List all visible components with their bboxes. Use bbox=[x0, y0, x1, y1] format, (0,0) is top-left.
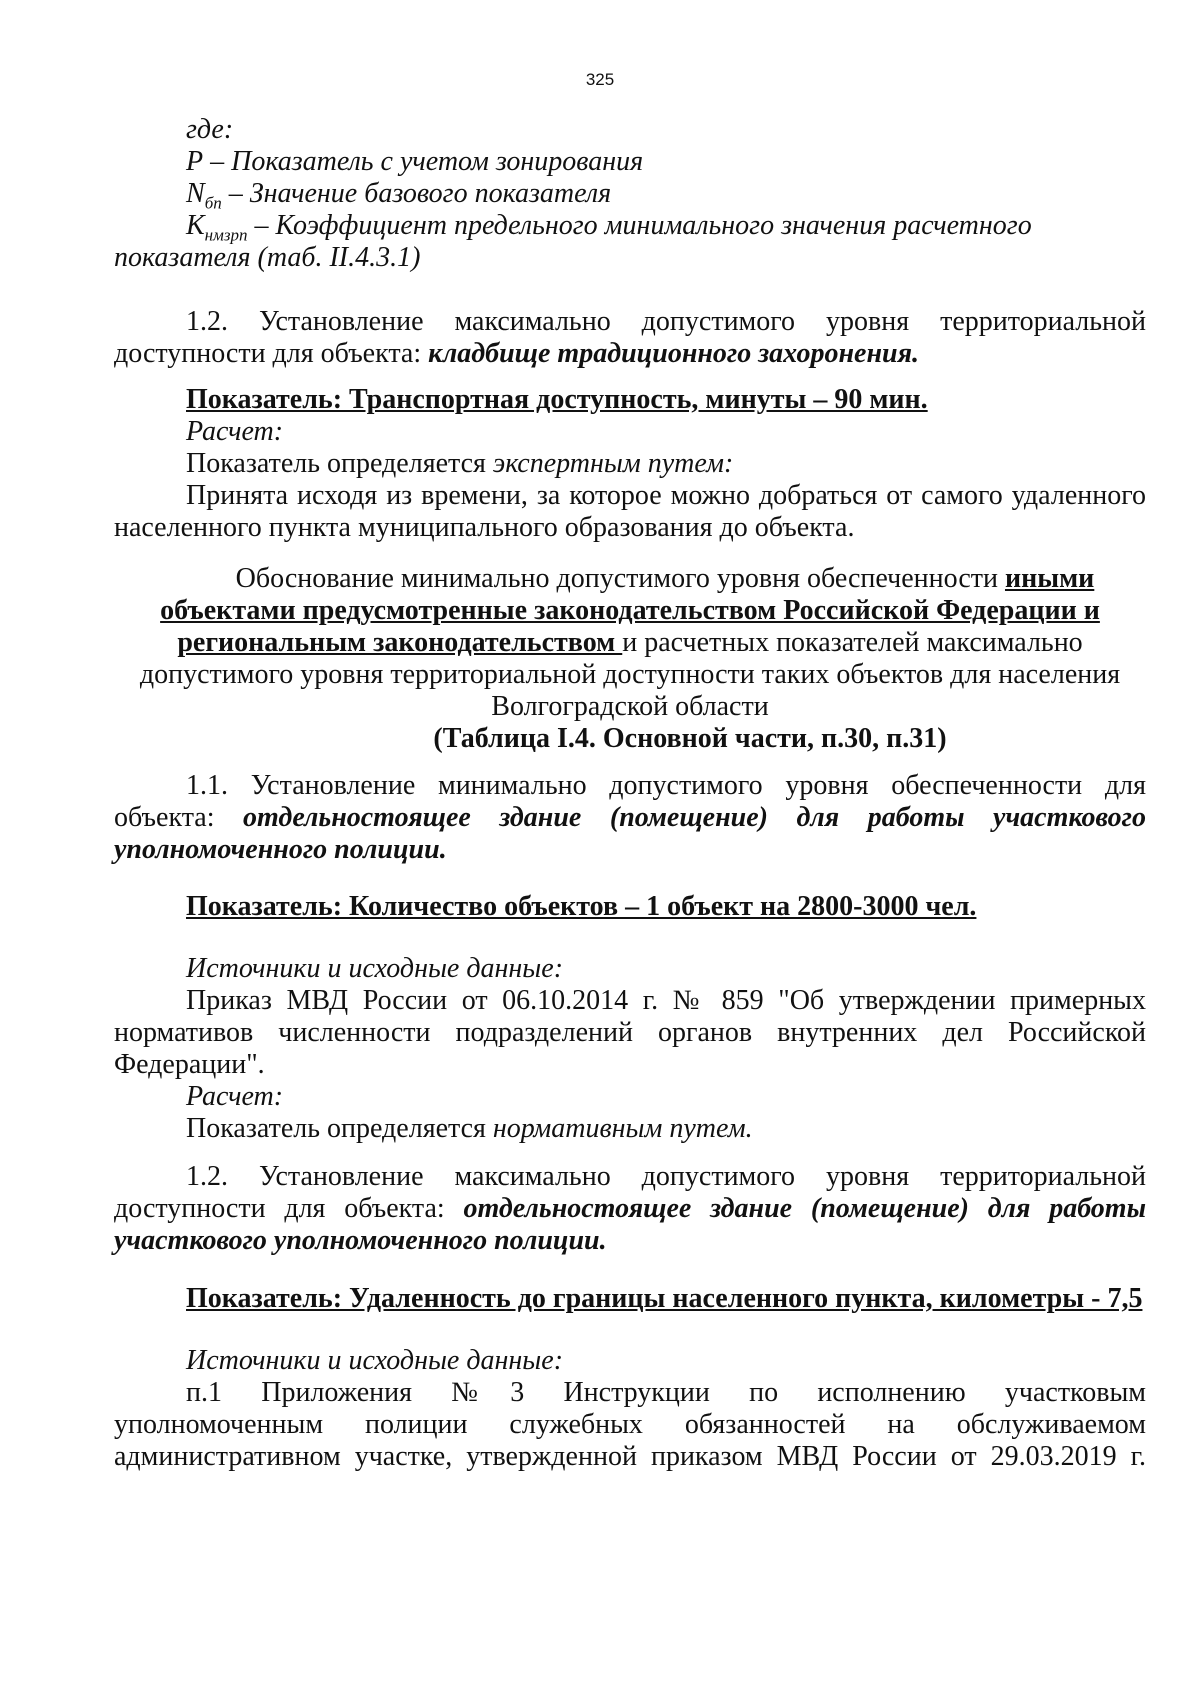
section-object-count bbox=[114, 891, 1146, 923]
calc-label: Расчет: bbox=[186, 416, 284, 447]
paragraph-line: населенного пункта муниципального образования до объекта. bbox=[114, 512, 855, 543]
justification-heading bbox=[114, 563, 1146, 755]
page-number: 325 bbox=[585, 70, 615, 89]
sources-label: Источники и исходные данные: bbox=[186, 953, 564, 984]
sources-label: Источники и исходные данные: bbox=[186, 1345, 564, 1376]
paragraph-text: доступности для объекта: bbox=[114, 1193, 464, 1224]
heading-emphasis: иными bbox=[1004, 563, 1095, 594]
paragraph-text: доступности для объекта: bbox=[114, 338, 429, 369]
method-line bbox=[114, 1113, 1146, 1145]
method-text: Показатель определяется bbox=[186, 448, 493, 479]
object-name: отдельностоящее здание (помещение) для работы bbox=[463, 1193, 1147, 1224]
heading-line: Волгоградской области bbox=[491, 691, 769, 722]
section-territorial-cemetery bbox=[114, 306, 1146, 370]
heading-line: допустимого уровня территориальной доступности таких объектов для населения bbox=[139, 659, 1121, 690]
section-territorial-police bbox=[114, 1161, 1146, 1257]
section-sources-distance bbox=[114, 1345, 1146, 1473]
source-line: п.1 Приложения №3 Инструкции по исполнению участковым bbox=[186, 1377, 1146, 1408]
method-text: Показатель определяется bbox=[186, 1113, 493, 1144]
section-sources-count bbox=[114, 953, 1146, 1145]
k-definition: – Коэффициент предельного минимального значения расчетного bbox=[247, 210, 1032, 241]
source-line: Федерации". bbox=[114, 1049, 265, 1080]
source-line: Приказ МВД России от 06.10.2014 г. № 859 "Об утверждении примерных bbox=[186, 985, 1146, 1016]
object-name: отдельностоящее здание (помещение) для работы участкового bbox=[243, 802, 1146, 833]
heading-line: объектами предусмотренные законодательством Российской Федерации и bbox=[160, 595, 1100, 626]
paragraph-line bbox=[114, 338, 1146, 370]
source-line: административном участке, утвержденной приказом МВД России от 29.03.2019 г. bbox=[114, 1441, 1146, 1472]
indicator-heading: Показатель: Количество объектов – 1 объект на 2800-3000 чел. bbox=[186, 891, 977, 922]
paragraph-line: 1.2. Установление максимально допустимого уровня территориальной bbox=[186, 1161, 1146, 1192]
method-value: экспертным путем: bbox=[492, 448, 734, 479]
heading-table-ref: (Таблица I.4. Основной части, п.30, п.31) bbox=[433, 723, 947, 754]
paragraph-line: 1.1. Установление минимально допустимого уровня обеспеченности для bbox=[186, 770, 1146, 801]
legend-where: где: bbox=[186, 114, 234, 145]
n-definition: – Значение базового показателя bbox=[221, 178, 612, 209]
section-provision-police bbox=[114, 770, 1146, 866]
indicator-heading: Показатель: Удаленность до границы населенного пункта, километры - 7,5 bbox=[186, 1283, 1143, 1314]
object-name: кладбище традиционного захоронения. bbox=[428, 338, 919, 369]
indicator-heading: Показатель: Транспортная доступность, минуты – 90 мин. bbox=[186, 384, 928, 415]
paragraph-line: 1.2. Установление максимально допустимого уровня территориальной bbox=[186, 306, 1146, 337]
paragraph-line bbox=[114, 1193, 1146, 1225]
n-subscript: бп bbox=[204, 193, 222, 213]
legend-p: Р – Показатель с учетом зонирования bbox=[186, 146, 644, 177]
calc-label: Расчет: bbox=[186, 1081, 284, 1112]
object-name-cont: участкового уполномоченного полиции. bbox=[114, 1225, 607, 1256]
legend-k bbox=[114, 210, 1146, 245]
legend-n bbox=[114, 178, 1146, 213]
source-line: нормативов численности подразделений органов внутренних дел Российской bbox=[114, 1017, 1146, 1048]
heading-line bbox=[114, 627, 1146, 659]
legend-k-cont: показателя (таб. II.4.3.1) bbox=[114, 242, 421, 273]
n-symbol: N bbox=[186, 178, 205, 209]
heading-line bbox=[114, 563, 1146, 595]
section-distance bbox=[114, 1283, 1146, 1315]
formula-legend bbox=[114, 114, 1146, 274]
paragraph-text: объекта: bbox=[114, 802, 244, 833]
object-name-cont: уполномоченного полиции. bbox=[114, 834, 447, 865]
k-subscript: нмзрп bbox=[204, 225, 248, 245]
paragraph-line bbox=[114, 802, 1146, 834]
source-line: уполномоченным полиции служебных обязанностей на обслуживаемом bbox=[114, 1409, 1146, 1440]
method-line bbox=[114, 448, 1146, 480]
section-transport bbox=[114, 384, 1146, 544]
heading-text: Обоснование минимально допустимого уровня обеспеченности bbox=[235, 563, 1005, 594]
heading-emphasis: региональным законодательством bbox=[177, 627, 623, 658]
paragraph-line: Принята исходя из времени, за которое можно добраться от самого удаленного bbox=[186, 480, 1146, 511]
k-symbol: К bbox=[186, 210, 205, 241]
heading-text: и расчетных показателей максимально bbox=[622, 627, 1083, 658]
method-value: нормативным путем. bbox=[492, 1113, 753, 1144]
